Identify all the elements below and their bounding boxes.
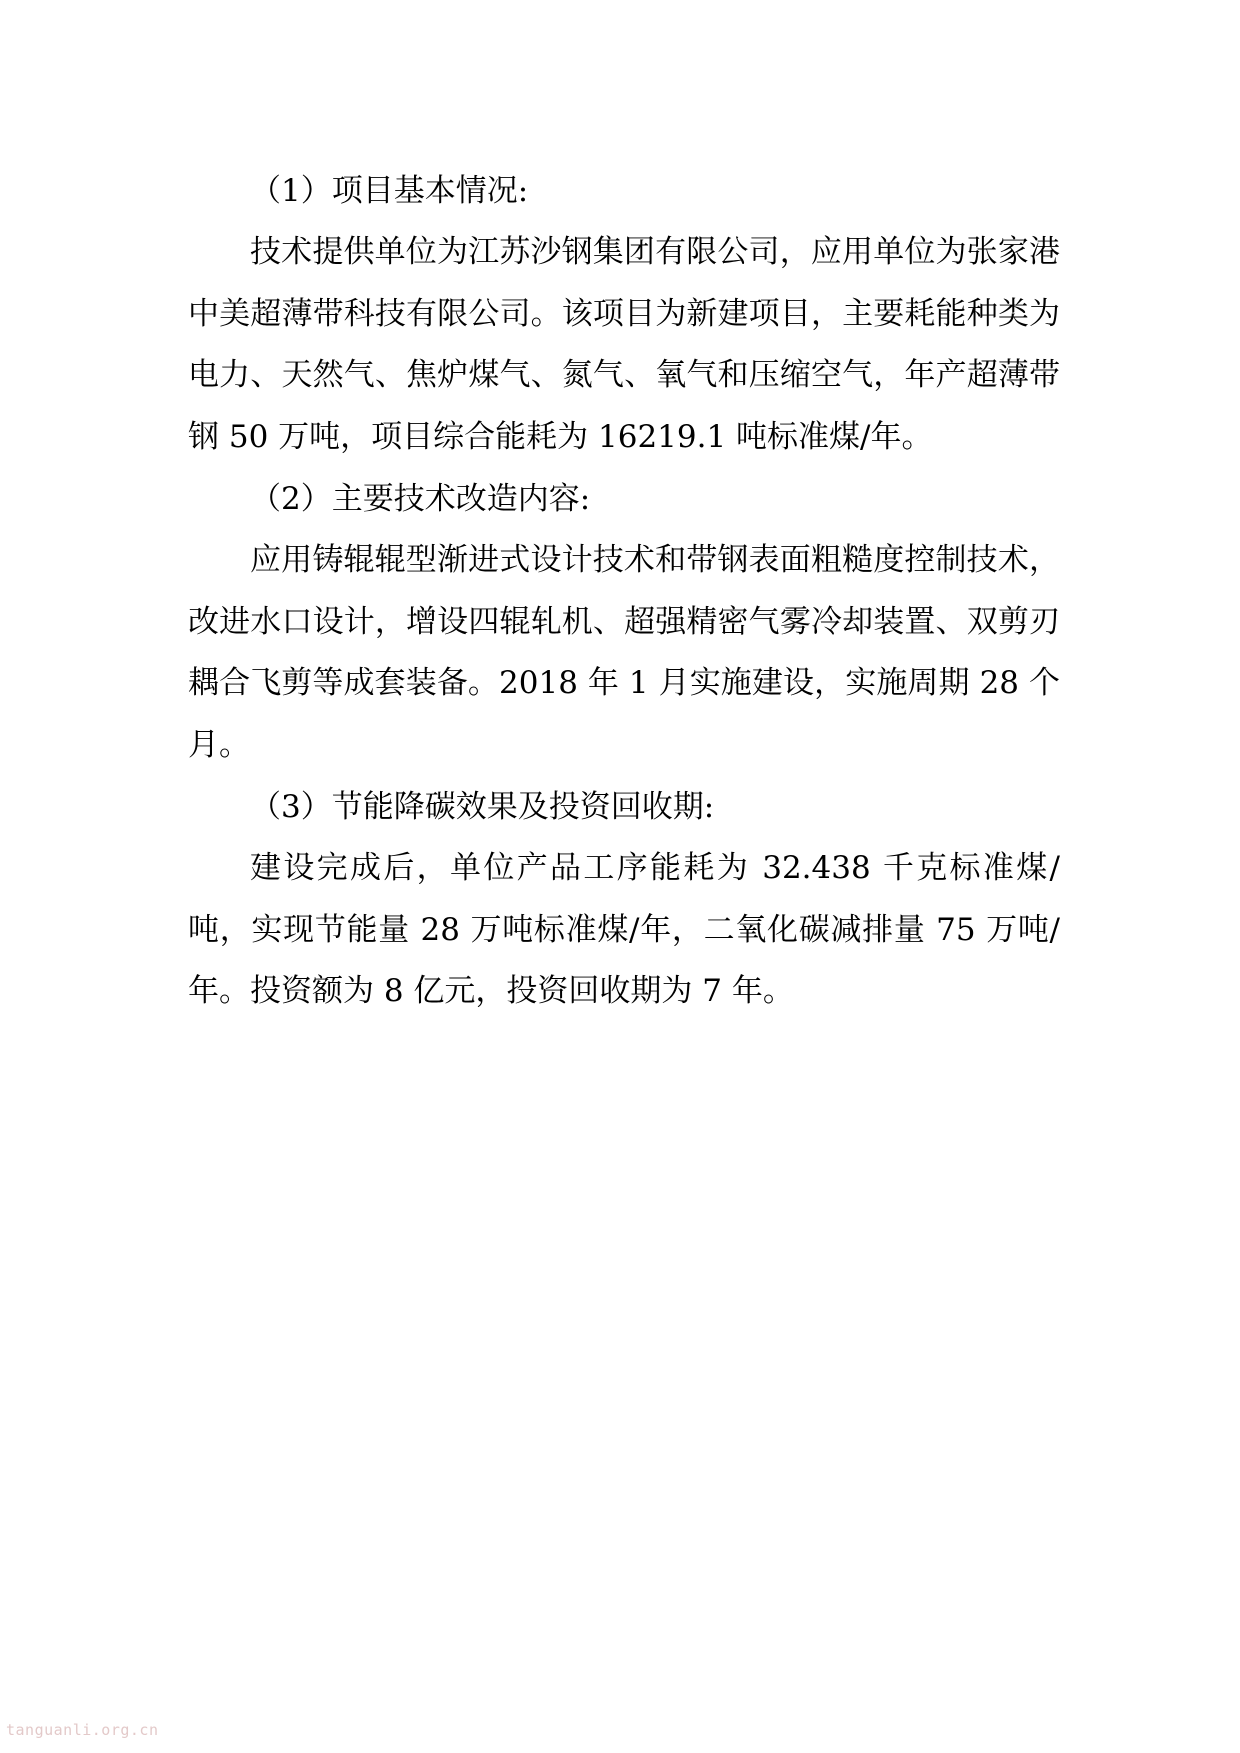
- section-heading-project-overview: （1）项目基本情况:: [250, 173, 529, 209]
- document-body: [188, 160, 1060, 1023]
- watermark-text: tanguanli.org.cn: [6, 1721, 159, 1739]
- section-paragraph-technical-upgrade: 应用铸辊辊型渐进式设计技术和带钢表面粗糙度控制技术，改进水口设计，增设四辊轧机、超强精密气雾冷却装置、双剪刃耦合飞剪等成套装备。2018 年 1 月实施建设，实施周期 28 个月。: [188, 542, 1060, 763]
- section-heading-energy-saving-payback: （3）节能降碳效果及投资回收期:: [250, 789, 715, 825]
- section-heading-technical-upgrade: （2）主要技术改造内容:: [250, 481, 591, 517]
- section-paragraph-project-overview: 技术提供单位为江苏沙钢集团有限公司，应用单位为张家港中美超薄带科技有限公司。该项目为新建项目，主要耗能种类为电力、天然气、焦炉煤气、氮气、氧气和压缩空气，年产超薄带钢 50 万吨，项目综合能耗为 16219.1 吨标准煤/年。: [188, 234, 1060, 455]
- section-paragraph-energy-saving-payback: 建设完成后，单位产品工序能耗为 32.438 千克标准煤/吨，实现节能量 28 万吨标准煤/年，二氧化碳减排量 75 万吨/年。投资额为 8 亿元，投资回收期为 7 年。: [188, 850, 1060, 1009]
